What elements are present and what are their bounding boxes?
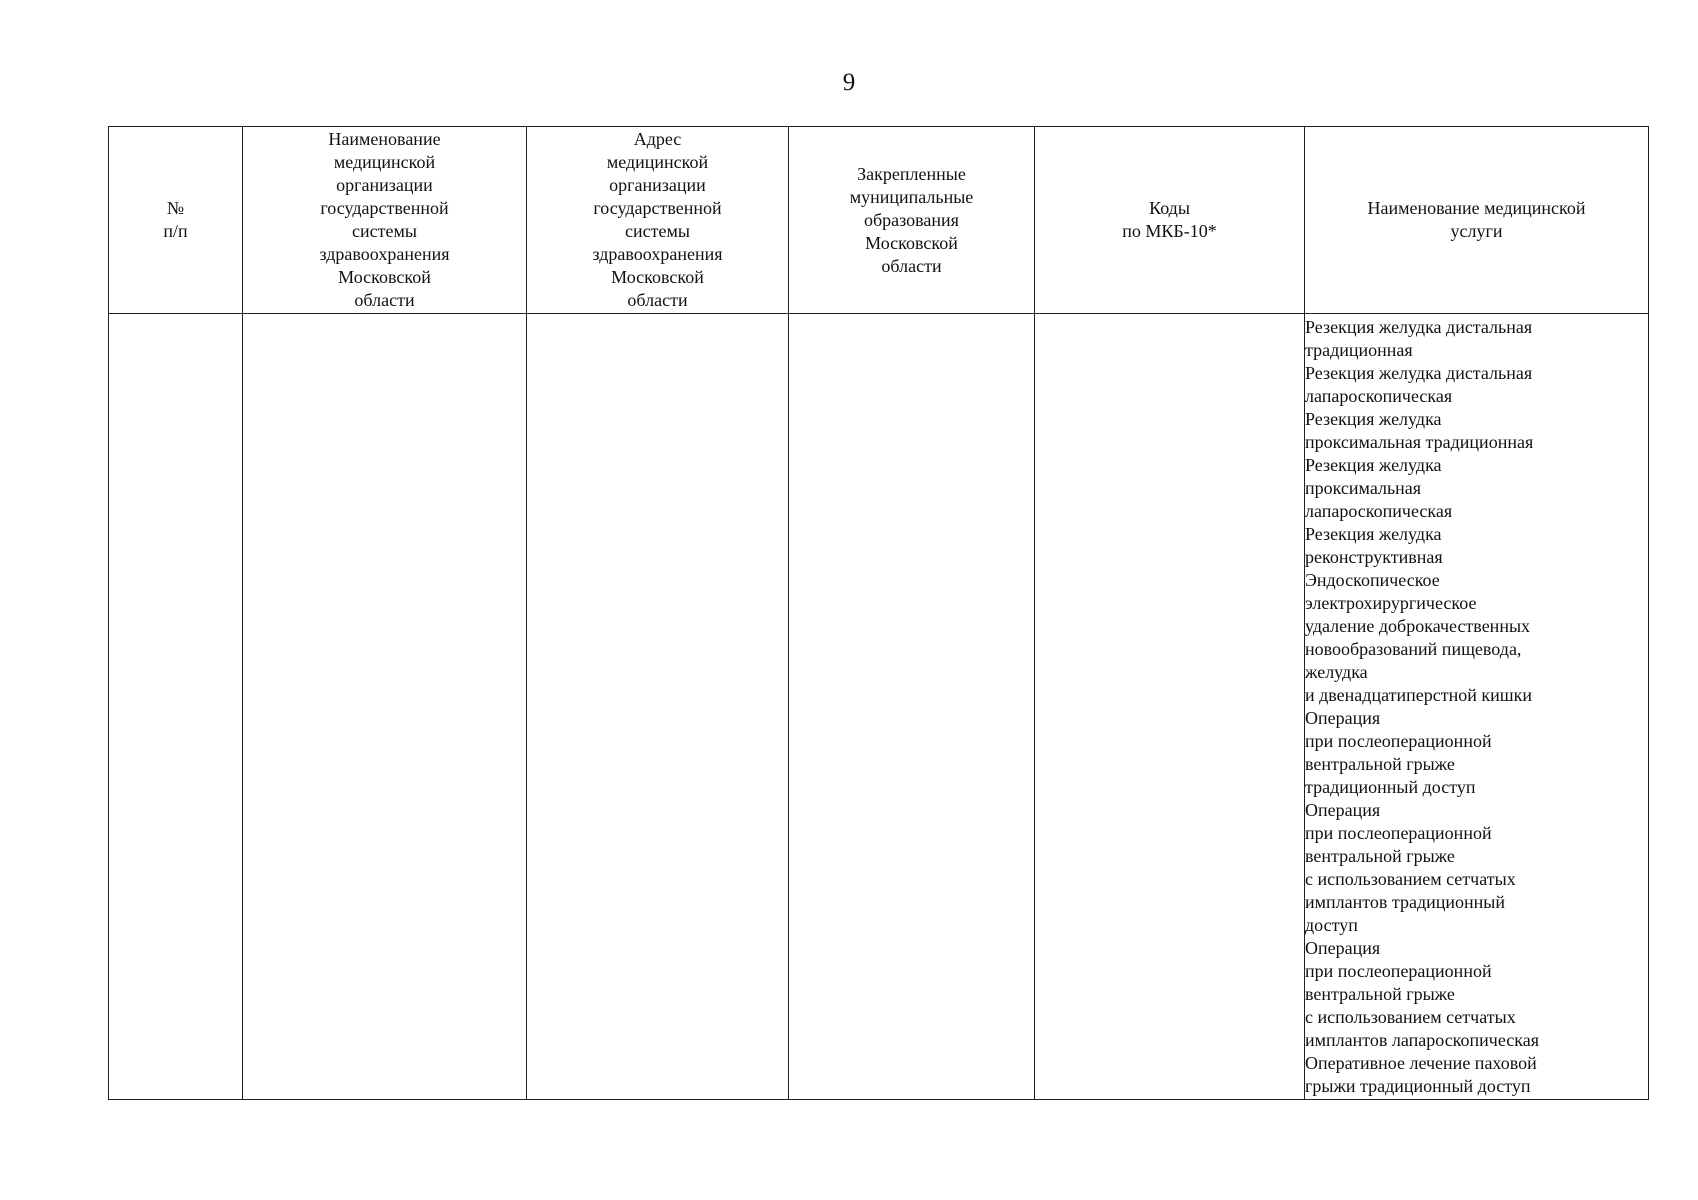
service-text-line: лапароскопическая [1305,500,1453,521]
header-text-line: области [627,290,688,310]
cell-municipalities [789,314,1035,1100]
service-text-line: электрохирургическое [1305,592,1477,613]
header-text-line: № [166,198,185,218]
service-text-line: Операция [1305,937,1381,958]
service-text-line: проксимальная традиционная [1305,431,1534,452]
cell-organization [243,314,527,1100]
header-text-line: системы [352,221,417,241]
service-text-line: традиционная [1305,339,1413,360]
header-text-line: Коды [1149,198,1190,218]
service-text-line: новообразований пищевода, [1305,638,1522,659]
header-text-line: государственной [320,198,449,218]
service-text-line: при послеоперационной [1305,822,1492,843]
header-text-line: здравоохранения [319,244,450,264]
header-text-line: системы [625,221,690,241]
table-header-row [109,127,1649,314]
service-text-line: традиционный доступ [1305,776,1476,797]
header-municipalities [789,127,1035,314]
header-text-line: Адрес [633,129,682,149]
services-table [108,126,1649,1100]
header-text-line: Закрепленные [857,163,966,184]
service-text-line: при послеоперационной [1305,960,1492,981]
cell-number [109,314,243,1100]
header-text-line: образования [864,209,959,230]
header-number [109,127,243,314]
service-text-line: грыжи традиционный доступ [1305,1075,1531,1096]
service-text-line: имплантов лапароскопическая [1305,1029,1539,1050]
page-number: 9 [842,69,856,96]
header-icd-codes [1035,127,1305,314]
header-text-line: по МКБ-10* [1122,221,1217,241]
header-organization [243,127,527,314]
service-text-line: Резекция желудка дистальная [1305,362,1533,383]
service-text-line: вентральной грыже [1305,983,1455,1004]
cell-address [527,314,789,1100]
header-text-line: п/п [163,221,188,241]
cell-service-list [1305,314,1649,1100]
header-text-line: Московской [865,232,958,253]
header-text-line: Московской [611,267,704,287]
header-text-line: услуги [1450,221,1503,241]
service-text-line: доступ [1305,914,1358,935]
service-text-line: Резекция желудка дистальная [1305,316,1533,337]
service-text-line: вентральной грыже [1305,753,1455,774]
service-text-line: Резекция желудка [1305,454,1442,475]
service-text-line: с использованием сетчатых [1305,868,1516,889]
service-text-line: лапароскопическая [1305,385,1453,406]
table-row [109,314,1649,1100]
header-text-line: здравоохранения [592,244,723,264]
header-text-line: организации [609,175,706,195]
service-text-line: Оперативное лечение паховой [1305,1052,1537,1073]
header-text-line: медицинской [606,152,709,172]
service-text-line: при послеоперационной [1305,730,1492,751]
header-text-line: муниципальные [849,186,974,207]
header-text-line: медицинской [333,152,436,172]
service-text-line: реконструктивная [1305,546,1443,567]
service-text-line: желудка [1305,661,1368,682]
service-text-line: Резекция желудка [1305,523,1442,544]
service-text-line: Операция [1305,799,1381,820]
service-text-line: Операция [1305,707,1381,728]
service-text-line: с использованием сетчатых [1305,1006,1516,1027]
service-text-line: удаление доброкачественных [1305,615,1531,636]
header-text-line: области [354,290,415,310]
service-text-line: и двенадцатиперстной кишки [1305,684,1532,705]
header-text-line: Наименование медицинской [1367,198,1586,218]
header-address [527,127,789,314]
service-text-line: имплантов традиционный [1305,891,1506,912]
header-text-line: государственной [593,198,722,218]
cell-icd-codes [1035,314,1305,1100]
header-text-line: Московской [338,267,431,287]
header-text-line: Наименование [328,129,441,149]
header-text-line: области [881,255,942,276]
header-service [1305,127,1649,314]
header-text-line: организации [336,175,433,195]
service-text-line: проксимальная [1305,477,1422,498]
service-text-line: Резекция желудка [1305,408,1442,429]
service-text-line: Эндоскопическое [1305,569,1440,590]
service-text-line: вентральной грыже [1305,845,1455,866]
